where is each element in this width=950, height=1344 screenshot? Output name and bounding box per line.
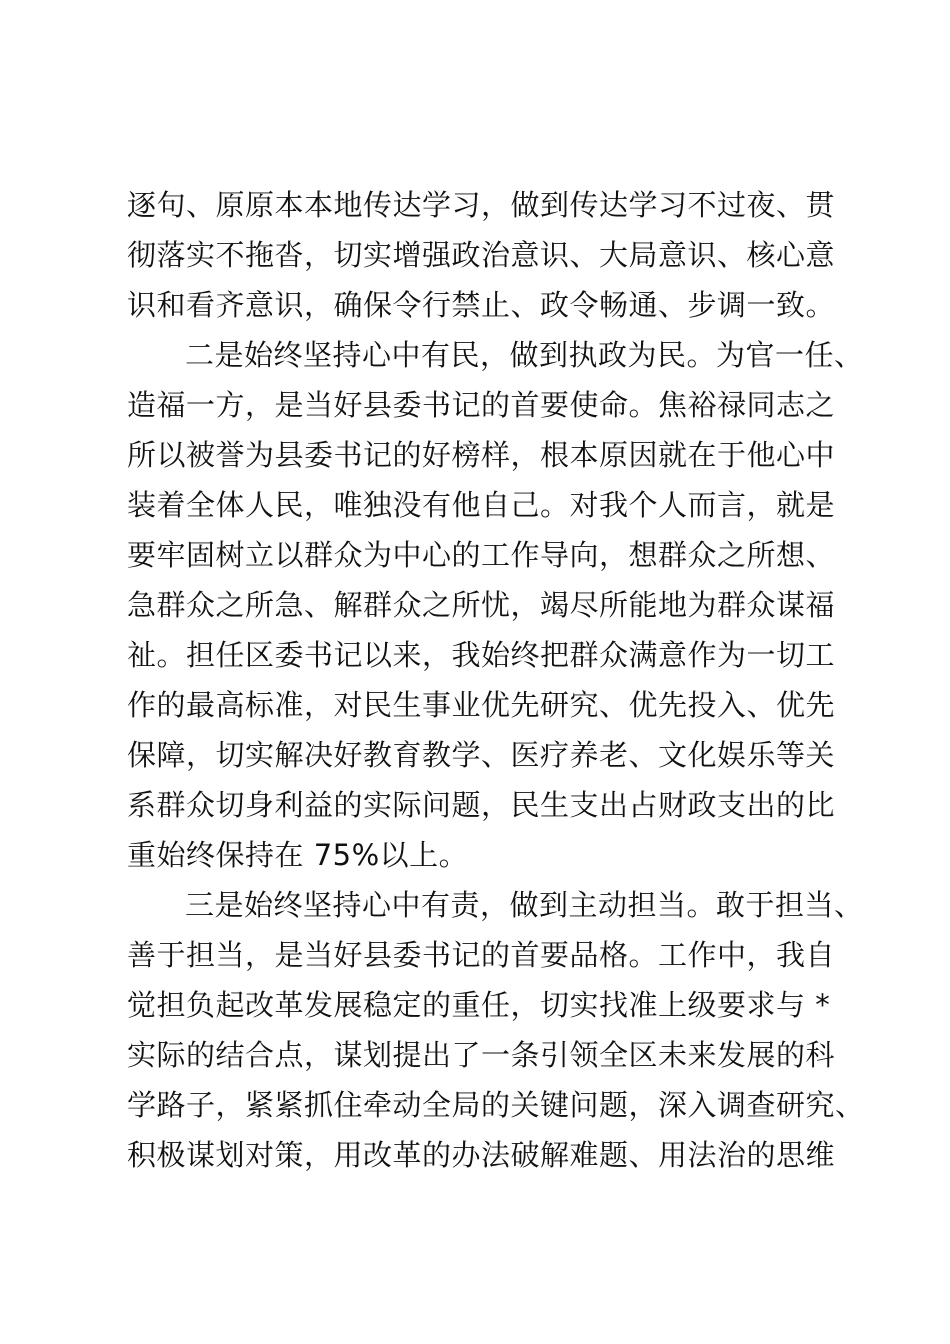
text-line: 造福一方，是当好县委书记的首要使命。焦裕禄同志之 — [127, 388, 836, 422]
text-line: 作的最高标准，对民生事业优先研究、优先投入、优先 — [127, 688, 836, 722]
text-line: 保障，切实解决好教育教学、医疗养老、文化娱乐等关 — [127, 738, 836, 772]
text-line: 要牢固树立以群众为中心的工作导向，想群众之所想、 — [127, 538, 836, 572]
text-line: 急群众之所急、解群众之所忧，竭尽所能地为群众谋福 — [127, 588, 836, 622]
text-line: 觉担负起改革发展稳定的重任，切实找准上级要求与 * — [127, 988, 831, 1022]
text-line: 祉。担任区委书记以来，我始终把群众满意作为一切工 — [127, 638, 836, 672]
paragraph-1 — [127, 180, 847, 330]
text-line: 二是始终坚持心中有民，做到执政为民。为官一任、 — [185, 338, 864, 372]
text-line: 装着全体人民，唯独没有他自己。对我个人而言，就是 — [127, 488, 836, 522]
text-line: 学路子，紧紧抓住牵动全局的关键问题，深入调查研究、 — [127, 1088, 865, 1122]
paragraph-2 — [127, 330, 864, 880]
document-body — [127, 180, 865, 1180]
text-line: 实际的结合点，谋划提出了一条引领全区未来发展的科 — [127, 1038, 836, 1072]
text-line: 系群众切身利益的实际问题，民生支出占财政支出的比 — [127, 788, 836, 822]
text-line: 善于担当，是当好县委书记的首要品格。工作中，我自 — [127, 938, 836, 972]
text-line: 三是始终坚持心中有责，做到主动担当。敢于担当、 — [185, 888, 864, 922]
text-line: 彻落实不拖沓，切实增强政治意识、大局意识、核心意 — [127, 238, 836, 272]
text-line: 积极谋划对策，用改革的办法破解难题、用法治的思维 — [127, 1138, 836, 1172]
text-line: 识和看齐意识，确保令行禁止、政令畅通、步调一致。 — [127, 288, 836, 322]
text-line: 重始终保持在 75%以上。 — [127, 838, 469, 872]
text-line: 逐句、原原本本地传达学习，做到传达学习不过夜、贯 — [127, 188, 836, 222]
text-line: 所以被誉为县委书记的好榜样，根本原因就在于他心中 — [127, 438, 836, 472]
paragraph-3 — [127, 880, 865, 1180]
